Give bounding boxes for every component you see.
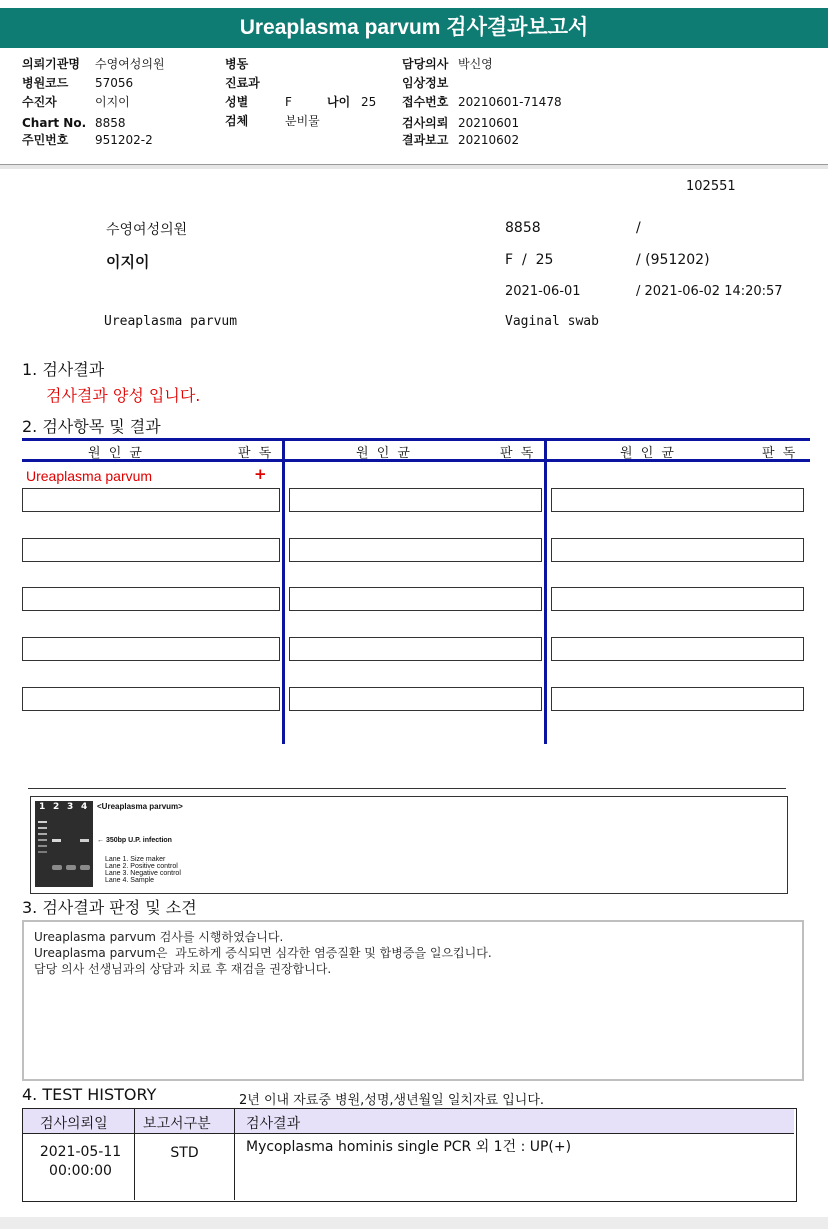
gel-legend-item: Lane 3. Negative control xyxy=(105,870,181,877)
gel-legend-item: Lane 4. Sample xyxy=(105,877,155,884)
result-cell xyxy=(551,538,804,562)
column-divider xyxy=(282,438,285,744)
specimen-label: 검체 xyxy=(225,114,249,128)
gel-electrophoresis-image xyxy=(35,801,93,887)
history-row-type: STD xyxy=(170,1145,199,1161)
summary-report-datetime: / 2021-06-02 14:20:57 xyxy=(636,284,783,299)
receipt-label: 접수번호 xyxy=(402,95,449,109)
page-bottom-bar xyxy=(0,1217,828,1229)
history-col-type: 보고서구분 xyxy=(143,1116,211,1132)
clinical-label: 임상정보 xyxy=(402,76,449,90)
pathogen-name: Ureaplasma parvum xyxy=(26,468,153,484)
lane-number: 3 xyxy=(67,802,74,812)
ward-label: 병동 xyxy=(225,57,249,71)
hospital-code-value: 57056 xyxy=(95,76,134,90)
opinion-line: Ureaplasma parvum 검사를 시행하였습니다. xyxy=(34,930,284,944)
age-value: 25 xyxy=(361,95,377,109)
summary-slash: / xyxy=(636,220,641,236)
patient-label: 수진자 xyxy=(22,95,57,109)
history-col-result: 검사결과 xyxy=(246,1116,301,1132)
opinion-line: 담당 의사 선생님과의 상담과 치료 후 재검을 권장합니다. xyxy=(34,962,332,976)
request-label: 검사의뢰 xyxy=(402,116,449,130)
doctor-value: 박신영 xyxy=(458,57,493,71)
gel-bands xyxy=(35,801,93,887)
col-pathogen-header: 원 인 균 xyxy=(356,446,412,461)
header-info xyxy=(22,56,822,156)
column-divider xyxy=(544,438,547,744)
result-cell xyxy=(289,687,542,711)
result-cell xyxy=(22,587,280,611)
result-cell xyxy=(289,488,542,512)
result-cell xyxy=(289,637,542,661)
result-cell xyxy=(289,538,542,562)
history-col-divider xyxy=(234,1109,235,1200)
patient-value: 이지이 xyxy=(95,95,130,109)
result-cell xyxy=(551,637,804,661)
result-cell xyxy=(551,488,804,512)
section3-heading: 3. 검사결과 판정 및 소견 xyxy=(22,898,197,917)
opinion-box xyxy=(22,920,804,1081)
specimen-value: 분비물 xyxy=(285,114,320,128)
summary-specimen: Vaginal swab xyxy=(505,314,599,329)
header-divider xyxy=(0,164,828,169)
institution-value: 수영여성의원 xyxy=(95,57,165,71)
summary-patient: 이지이 xyxy=(106,253,150,271)
history-table-header xyxy=(23,1109,794,1134)
summary-sex-age: F / 25 xyxy=(505,252,554,268)
result-cell xyxy=(22,687,280,711)
hospital-code-label: 병원코드 xyxy=(22,76,69,90)
history-row-result: Mycoplasma hominis single PCR 외 1건 : UP(+) xyxy=(246,1139,572,1155)
gel-band-label: ← 350bp U.P. infection xyxy=(97,837,172,844)
summary-institution: 수영여성의원 xyxy=(106,222,188,238)
dept-label: 진료과 xyxy=(225,76,260,90)
receipt-value: 20210601-71478 xyxy=(458,95,562,109)
result-cell xyxy=(551,687,804,711)
result-positive-text: 검사결과 양성 입니다. xyxy=(46,386,201,405)
col-judgement-header: 판 독 xyxy=(238,446,274,461)
gel-band-text: 350bp U.P. infection xyxy=(105,837,172,844)
result-cell xyxy=(22,637,280,661)
resident-label: 주민번호 xyxy=(22,133,69,147)
section4-heading: 4. TEST HISTORY xyxy=(22,1085,157,1104)
chart-label: Chart No. xyxy=(22,116,87,130)
chart-value: 8858 xyxy=(95,116,126,130)
history-row-time: 00:00:00 xyxy=(49,1163,112,1179)
gel-legend xyxy=(105,856,181,884)
gel-legend-item: Lane 2. Positive control xyxy=(105,863,178,870)
lane-number: 1 xyxy=(39,802,46,812)
doc-number: 102551 xyxy=(686,179,736,194)
sex-value: F xyxy=(285,95,292,109)
result-value: 20210602 xyxy=(458,133,520,147)
history-note: 2년 이내 자료중 병원,성명,생년월일 일치자료 입니다. xyxy=(239,1093,545,1108)
institution-label: 의뢰기관명 xyxy=(22,57,80,71)
age-label: 나이 xyxy=(327,95,351,109)
result-cell xyxy=(551,587,804,611)
gel-divider xyxy=(28,788,786,789)
report-title: Ureaplasma parvum 검사결과보고서 xyxy=(0,8,828,48)
resident-value: 951202-2 xyxy=(95,133,153,147)
doctor-label: 담당의사 xyxy=(402,57,449,71)
gel-title: <Ureaplasma parvum> xyxy=(97,802,183,811)
gel-legend-item: Lane 1. Size maker xyxy=(105,856,166,863)
summary-request-date: 2021-06-01 xyxy=(505,284,581,299)
lane-number: 4 xyxy=(81,802,88,812)
summary-chart: 8858 xyxy=(505,220,541,236)
summary-birth: / (951202) xyxy=(636,252,710,268)
sex-label: 성별 xyxy=(225,95,249,109)
history-row-date: 2021-05-11 xyxy=(39,1144,122,1160)
section1-heading: 1. 검사결과 xyxy=(22,360,105,379)
col-judgement-header: 판 독 xyxy=(762,446,798,461)
result-label: 결과보고 xyxy=(402,133,449,147)
table-top-rule xyxy=(22,438,810,441)
col-pathogen-header: 원 인 균 xyxy=(88,446,144,461)
opinion-line: Ureaplasma parvum은 과도하게 증식되면 심각한 염증질환 및 합병증을 일으킵니다. xyxy=(34,946,492,960)
request-value: 20210601 xyxy=(458,116,520,130)
pathogen-result: + xyxy=(254,465,267,483)
col-judgement-header: 판 독 xyxy=(500,446,536,461)
history-col-date: 검사의뢰일 xyxy=(40,1116,108,1132)
result-cell xyxy=(289,587,542,611)
result-cell xyxy=(22,488,280,512)
summary-test-name: Ureaplasma parvum xyxy=(104,314,238,329)
result-cell xyxy=(22,538,280,562)
section2-heading: 2. 검사항목 및 결과 xyxy=(22,417,161,436)
lane-number: 2 xyxy=(53,802,60,812)
col-pathogen-header: 원 인 균 xyxy=(620,446,676,461)
